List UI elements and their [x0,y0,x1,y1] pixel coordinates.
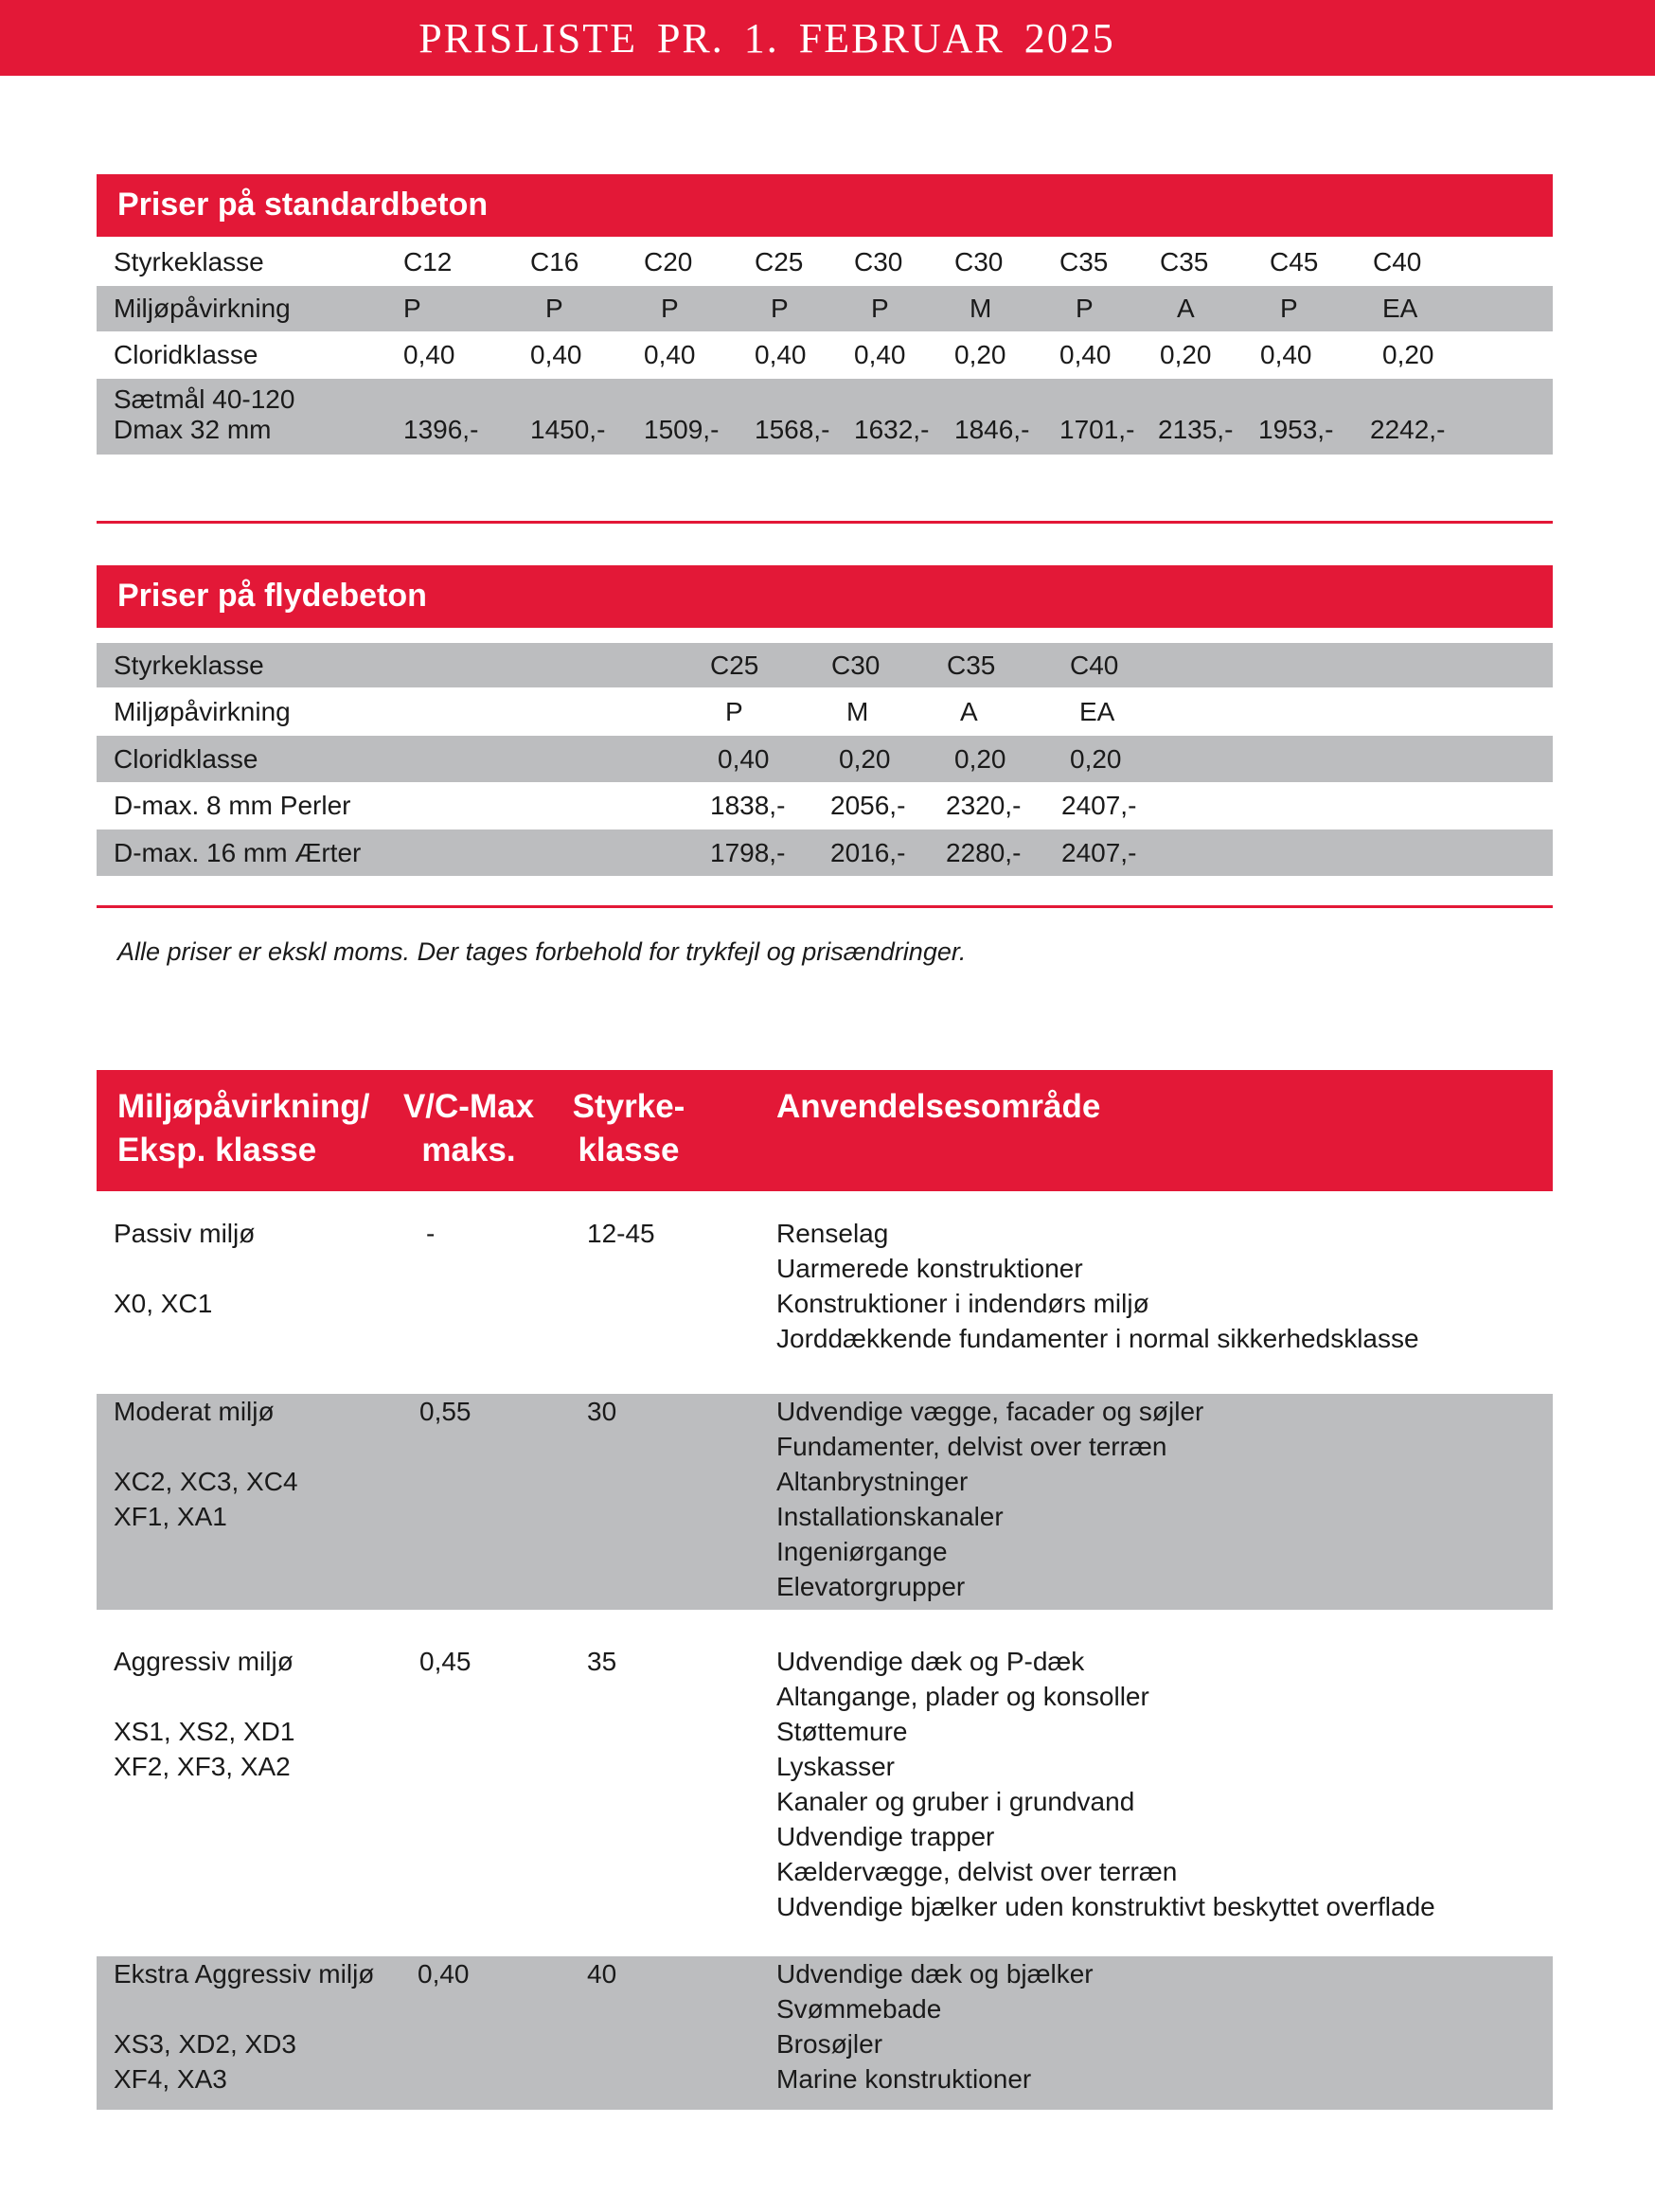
value-cell: A [1177,294,1195,323]
price-cell: 1396,- [403,415,479,444]
value-cell: 0,40 [854,340,906,369]
value-cell: P [1280,294,1298,323]
value-cell: C40 [1373,247,1422,276]
value-cell: C45 [1270,247,1319,276]
value-cell: M [970,294,992,323]
value-cell: 0,40 [718,744,770,774]
env-name: Moderat miljø [114,1397,275,1426]
application-item: Brosøjler [776,2029,883,2059]
application-item: Udvendige trapper [776,1822,995,1851]
application-item: Lyskasser [776,1752,896,1781]
value-cell: 0,20 [954,744,1006,774]
value-cell: 0,40 [1059,340,1112,369]
application-item: Uarmerede konstruktioner [776,1254,1083,1283]
vc-value: 0,55 [419,1397,472,1426]
value-cell: P [661,294,679,323]
row-label: Styrkeklasse [114,651,264,680]
value-cell: C25 [755,247,804,276]
application-item: Svømmebade [776,1994,942,2024]
price-cell: 1798,- [710,838,786,867]
value-cell: C40 [1070,651,1119,680]
value-cell: C16 [530,247,579,276]
standard-section-title: Priser på standardbeton [117,187,489,223]
row-label: D-max. 8 mm Perler [114,791,351,820]
standard-row-strength [97,240,1553,285]
application-list [776,1644,1435,1924]
env-classes: XS3, XD2, XD3 XF4, XA3 [114,2029,296,2094]
application-item: Udvendige dæk og P-dæk [776,1647,1085,1676]
value-cell: P [1076,294,1094,323]
application-item: Jorddækkende fundamenter i normal sikkerhedsklasse [776,1324,1419,1353]
standard-row-prices [97,379,1553,455]
application-item: Altangange, plader og konsoller [776,1682,1149,1711]
env-name: Ekstra Aggressiv miljø [114,1959,375,1989]
value-cell: P [403,294,421,323]
header-env-class: Miljøpåvirkning/ Eksp. klasse [117,1088,370,1168]
price-cell: 1568,- [755,415,830,444]
row-label-line2: Dmax 32 mm [114,415,272,444]
application-item: Renselag [776,1219,889,1248]
application-item: Altanbrystninger [776,1467,969,1496]
strength-value: 35 [587,1647,617,1676]
application-item: Installationskanaler [776,1502,1004,1531]
flyde-row-chloride [97,736,1553,782]
application-item: Støttemure [776,1717,908,1746]
env-classes: XS1, XS2, XD1 XF2, XF3, XA2 [114,1717,295,1781]
value-cell: C25 [710,651,759,680]
flyde-row-8mm [97,782,1553,830]
value-cell: C35 [1160,247,1209,276]
price-cell: 1701,- [1059,415,1135,444]
price-disclaimer: Alle priser er ekskl moms. Der tages forbehold for trykfejl og prisændringer. [117,937,967,966]
price-cell: 2280,- [946,838,1022,867]
env-row-passive [97,1191,1553,1394]
application-list [776,1394,1203,1604]
price-cell: 1953,- [1258,415,1334,444]
application-item: Konstruktioner i indendørs miljø [776,1289,1149,1318]
value-cell: C35 [947,651,996,680]
value-cell: 0,40 [644,340,696,369]
standard-section-header [97,174,1553,237]
price-cell: 2242,- [1370,415,1446,444]
price-cell: 2407,- [1061,838,1137,867]
value-cell: 0,20 [1382,340,1434,369]
value-cell: P [545,294,563,323]
standard-row-environment [97,286,1553,331]
flyde-row-environment [97,688,1553,735]
env-row-moderate [97,1394,1553,1610]
value-cell: C30 [954,247,1004,276]
application-list [776,1956,1094,2096]
price-cell: 2056,- [830,791,906,820]
value-cell: 0,40 [755,340,807,369]
price-cell: 1838,- [710,791,786,820]
row-label: Cloridklasse [114,340,258,369]
env-name: Passiv miljø [114,1219,256,1248]
value-cell: P [725,697,743,726]
page-title: PRISLISTE PR. 1. FEBRUAR 2025 [418,15,1115,62]
price-cell: 2016,- [830,838,906,867]
value-cell: C12 [403,247,453,276]
flyde-section-title: Priser på flydebeton [117,578,427,614]
env-row-aggressive [97,1610,1553,1956]
strength-value: 40 [587,1959,617,1989]
price-cell: 1632,- [854,415,930,444]
value-cell: M [846,697,869,726]
header-strength-class: Styrke- klasse [572,1088,685,1168]
divider [97,521,1553,524]
value-cell: 0,20 [954,340,1006,369]
value-cell: C30 [854,247,903,276]
header-vc-max: V/C-Max maks. [402,1088,535,1168]
divider [97,905,1553,908]
row-label-line1: Sætmål 40-120 [114,384,295,414]
row-label: D-max. 16 mm Ærter [114,838,362,867]
vc-value: 0,40 [418,1959,470,1989]
application-item: Udvendige dæk og bjælker [776,1959,1094,1989]
price-cell: 2135,- [1158,415,1234,444]
standard-row-chloride [97,331,1553,379]
value-cell: 0,40 [530,340,582,369]
value-cell: 0,20 [839,744,891,774]
price-cell: 2320,- [946,791,1022,820]
vc-value: 0,45 [419,1647,472,1676]
price-cell: 1450,- [530,415,606,444]
value-cell: EA [1079,697,1115,726]
env-classes: X0, XC1 [114,1289,213,1318]
value-cell: P [871,294,889,323]
application-item: Fundamenter, delvist over terræn [776,1432,1167,1461]
vc-value: - [426,1219,436,1248]
application-item: Marine konstruktioner [776,2064,1032,2094]
price-cell: 1509,- [644,415,720,444]
header-application: Anvendelsesområde [776,1088,1101,1125]
value-cell: 0,40 [1260,340,1312,369]
application-item: Udvendige vægge, facader og søjler [776,1397,1204,1426]
strength-value: 30 [587,1397,617,1426]
row-label: Miljøpåvirkning [114,294,291,323]
env-table-header [97,1070,1553,1191]
flyde-row-strength [97,643,1553,687]
price-cell: 1846,- [954,415,1030,444]
row-label: Miljøpåvirkning [114,697,291,726]
env-row-extra-aggressive [97,1956,1553,2110]
application-item: Kanaler og gruber i grundvand [776,1787,1135,1816]
application-item: Udvendige bjælker uden konstruktivt beskyttet overflade [776,1892,1435,1921]
flyde-row-16mm [97,830,1553,876]
application-list [776,1216,1419,1356]
value-cell: P [771,294,789,323]
env-classes: XC2, XC3, XC4 XF1, XA1 [114,1467,298,1531]
price-cell: 2407,- [1061,791,1137,820]
value-cell: A [960,697,978,726]
env-name: Aggressiv miljø [114,1647,294,1676]
row-label: Styrkeklasse [114,247,264,276]
value-cell: 0,20 [1070,744,1122,774]
flyde-section-header [97,565,1553,628]
value-cell: C35 [1059,247,1109,276]
value-cell: C20 [644,247,693,276]
value-cell: 0,40 [403,340,455,369]
value-cell: 0,20 [1160,340,1212,369]
strength-value: 12-45 [587,1219,655,1248]
application-item: Ingeniørgange [776,1537,948,1566]
application-item: Elevatorgrupper [776,1572,966,1601]
value-cell: EA [1382,294,1418,323]
row-label: Cloridklasse [114,744,258,774]
application-item: Kældervægge, delvist over terræn [776,1857,1178,1886]
value-cell: C30 [831,651,881,680]
